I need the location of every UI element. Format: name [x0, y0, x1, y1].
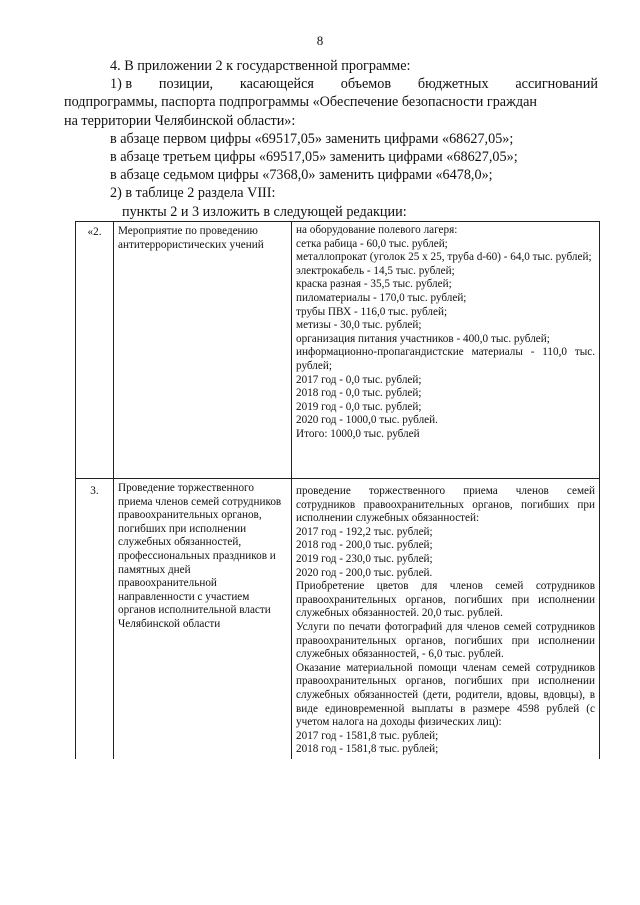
detail-line: метизы - 30,0 тыс. рублей;: [296, 319, 422, 332]
detail-line: 2018 год - 1581,8 тыс. рублей;: [296, 743, 439, 756]
detail-line: краска разная - 35,5 тыс. рублей;: [296, 278, 452, 291]
item1-word: ассигнований: [515, 76, 598, 93]
item2: 2) в таблице 2 раздела VIII:: [110, 185, 276, 202]
item1-word: касающейся: [239, 76, 314, 93]
row-number: 3.: [76, 479, 114, 759]
detail-line: трубы ПВХ - 116,0 тыс. рублей;: [296, 305, 448, 318]
detail-line: металлопрокат (уголок 25 x 25, труба d-60) - 64,0 тыс. рублей;: [296, 251, 592, 264]
intro-heading: 4. В приложении 2 к государственной программе:: [110, 58, 411, 74]
detail-line: Услуги по печати фотографий для членов семей сотрудников правоохранительных органов, погибших при исполнении служебных обязанностей, - 6,0 тыс. рублей.: [296, 620, 595, 661]
detail-line: Приобретение цветов для членов семей сотрудников правоохранительных органов, погибших при исполнении служебных обязанностей. 20,0 тыс. рублей.: [296, 580, 595, 620]
detail-line: проведение торжественного приема членов семей сотрудников правоохранительных органов, погибших при исполнении служебных обязанностей:: [296, 485, 595, 525]
item1-line-2: подпрограммы, паспорта подпрограммы «Обеспечение безопасности граждан: [64, 94, 538, 111]
row-details: [292, 479, 600, 759]
intro-text: [64, 57, 598, 221]
detail-line: 2020 год - 200,0 тыс. рублей.: [296, 566, 433, 579]
item1-word: объемов: [340, 76, 392, 93]
detail-line: 2018 год - 0,0 тыс. рублей;: [296, 387, 422, 400]
detail-line: сетка рабица - 60,0 тыс. рублей;: [296, 237, 448, 250]
page-number: 8: [316, 33, 324, 48]
item1-first-line: [86, 75, 598, 93]
detail-line: информационно-пропагандистские материалы - 110,0 тыс. рублей;: [296, 346, 595, 372]
paragraph-third: в абзаце третьем цифры «69517,05» заменить цифрами «68627,05»;: [110, 149, 518, 166]
table-row: [76, 222, 600, 479]
paragraph-first: в абзаце первом цифры «69517,05» заменить цифрами «68627,05»;: [110, 130, 514, 147]
item1-line-3: на территории Челябинской области»:: [64, 112, 296, 129]
detail-line: на оборудование полевого лагеря:: [296, 224, 458, 236]
item1-word: позиции,: [158, 76, 214, 93]
row-details: [292, 222, 600, 479]
detail-line: Оказание материальной помощи членам семей сотрудников правоохранительных органов, погибших при исполнении служебных обязанностей (дети, родители, вдовы, вдовцы), в виде единовременной выплаты в размере 4598 рублей (с учетом налога на доходы физических лиц):: [296, 661, 595, 729]
detail-line: 2020 год - 1000,0 тыс. рублей.: [296, 414, 438, 427]
detail-line: 2018 год - 200,0 тыс. рублей;: [296, 539, 433, 552]
paragraph-seventh: в абзаце седьмом цифры «7368,0» заменить цифрами «6478,0»;: [110, 167, 493, 184]
item2-subtitle: пункты 2 и 3 изложить в следующей редакции:: [122, 203, 407, 220]
item1-word: 1) в: [110, 76, 133, 93]
row-number: «2.: [76, 222, 114, 479]
detail-line: 2017 год - 0,0 тыс. рублей;: [296, 373, 422, 386]
program-table: [75, 221, 600, 759]
detail-line: 2019 год - 230,0 тыс. рублей;: [296, 552, 433, 565]
detail-line: 2017 год - 1581,8 тыс. рублей;: [296, 729, 439, 742]
detail-line: Итого: 1000,0 тыс. рублей: [296, 427, 420, 440]
detail-line: пиломатериалы - 170,0 тыс. рублей;: [296, 291, 467, 304]
detail-line: 2017 год - 192,2 тыс. рублей;: [296, 525, 433, 538]
row-event: Мероприятие по проведению антитеррористических учений: [114, 222, 292, 479]
item1-word: бюджетных: [417, 76, 489, 93]
row-event: Проведение торжественного приема членов семей сотрудников правоохранительных органов, погибших при исполнении служебных обязанностей, профессиональных праздников и памятных дней правоохранительной направленности с участием органов исполнительной власти Челябинской области: [114, 479, 292, 759]
table-row: [76, 479, 600, 759]
detail-line: организация питания участников - 400,0 тыс. рублей;: [296, 332, 550, 345]
detail-line: электрокабель - 14,5 тыс. рублей;: [296, 264, 455, 277]
detail-line: 2019 год - 0,0 тыс. рублей;: [296, 400, 422, 413]
